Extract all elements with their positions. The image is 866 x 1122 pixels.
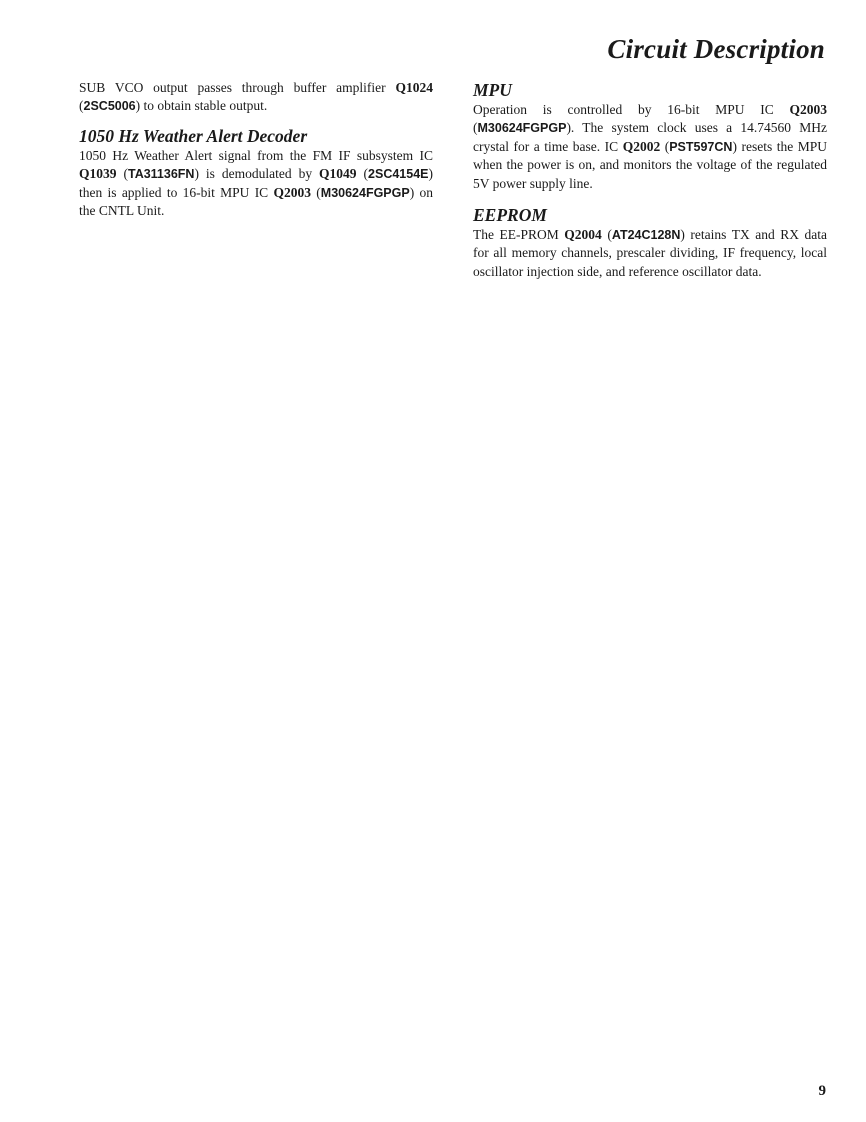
mpu-heading: MPU <box>473 80 512 100</box>
weather-alert-paragraph: 1050 Hz Weather Alert signal from the FM IF subsystem IC Q1039 (TA31136FN) is demodulated by Q1049 (2SC4154E) then is applied to 16-bit MPU IC Q2003 (M30624FGPGP) on the CNTL Unit. <box>79 147 433 219</box>
eeprom-paragraph: The EE-PROM Q2004 (AT24C128N) retains TX and RX data for all memory channels, prescaler dividing, IF frequency, local oscillator injection side, and reference oscillator data. <box>473 227 827 279</box>
sub-vco-paragraph: SUB VCO output passes through buffer amplifier Q1024 (2SC5006) to obtain stable output. <box>79 80 433 114</box>
part-number: M30624FGPGP <box>477 121 567 136</box>
eeprom-heading: EEPROM <box>473 205 547 226</box>
page-title: Circuit Description <box>607 34 825 64</box>
component-ref: Q2003 <box>789 102 827 117</box>
component-ref: Q1024 <box>395 80 433 95</box>
page-number: 9 <box>818 1083 826 1099</box>
part-number: TA31136FN <box>127 167 195 182</box>
part-number: M30624FGPGP <box>320 185 410 200</box>
component-ref: Q1049 <box>319 166 357 182</box>
component-ref: Q2002 <box>622 138 661 154</box>
component-ref: Q1039 <box>79 166 117 182</box>
part-number: PST597CN <box>669 139 733 154</box>
mpu-paragraph: Operation is controlled by 16-bit MPU IC Q2003 (M30624FGPGP). The system clock uses a 14.74560 MHz crystal for a time base. IC Q2002 (PST597CN) resets the MPU when the power is on, and monitors the voltage of the regulated 5V power supply line. <box>473 102 827 191</box>
component-ref: Q2003 <box>273 184 311 200</box>
part-number: AT24C128N <box>611 228 681 243</box>
part-number: 2SC4154E <box>368 167 429 182</box>
part-number: 2SC5006 <box>83 99 136 114</box>
right-column <box>473 79 827 281</box>
left-column <box>79 79 433 220</box>
weather-alert-heading: 1050 Hz Weather Alert Decoder <box>79 125 308 146</box>
component-ref: Q2004 <box>564 227 602 243</box>
